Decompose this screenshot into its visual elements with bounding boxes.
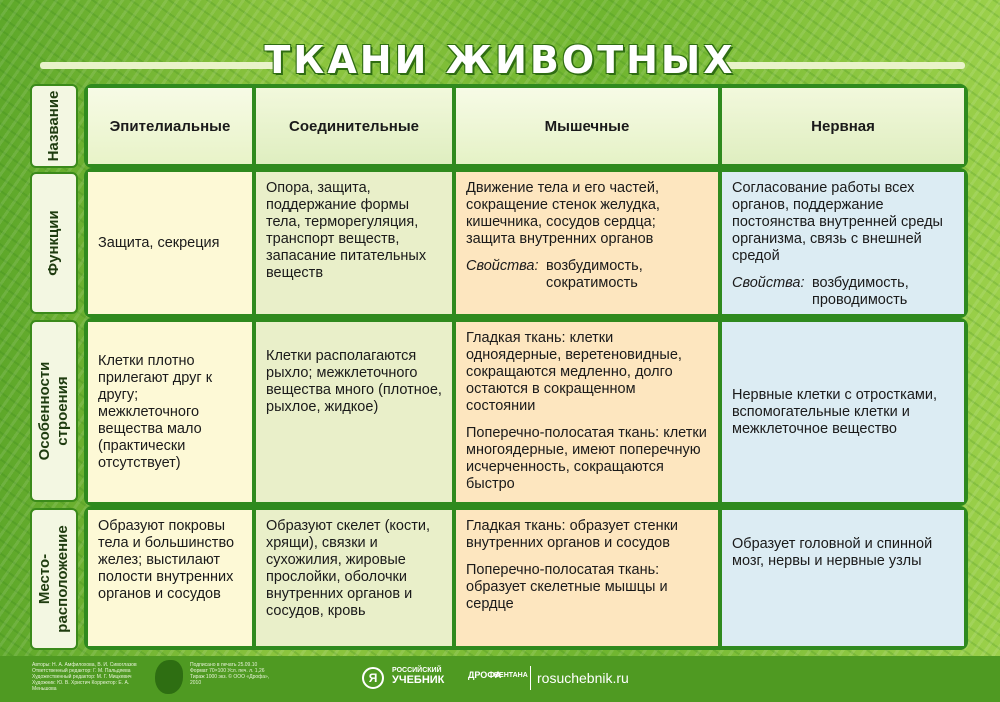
properties-label: Свойства: bbox=[466, 258, 539, 274]
functions-nervous-properties bbox=[732, 275, 954, 309]
row-header-location-line1: Место- bbox=[36, 553, 53, 605]
location-muscle bbox=[456, 510, 718, 646]
functions-nervous-text: Согласование работы всех органов, поддержание постоянства внутренней среды организма, связь с внешней средой bbox=[732, 180, 943, 264]
structure-muscle bbox=[456, 322, 718, 502]
properties-value: возбудимость, сократимость bbox=[546, 258, 643, 291]
publisher-drofa: ДРОФА bbox=[468, 670, 502, 680]
structure-nervous bbox=[722, 322, 964, 502]
footer-separator bbox=[530, 666, 531, 690]
row-header-structure-line1: Особенности bbox=[36, 361, 53, 461]
row-header-location bbox=[30, 508, 78, 650]
row-header-functions bbox=[30, 172, 78, 314]
location-muscle-smooth: Гладкая ткань: образует стенки внутренних органов и сосудов bbox=[466, 518, 679, 551]
leaf-icon bbox=[155, 660, 183, 694]
functions-muscle-properties bbox=[466, 258, 708, 292]
functions-epithelial-text: Защита, секреция bbox=[98, 234, 220, 251]
functions-connective: Опора, защита, поддержание формы тела, терморегуляция, транспорт веществ, запасание питательных веществ bbox=[256, 172, 452, 314]
brand-logo-icon: Я bbox=[362, 667, 384, 689]
footer-credits: Авторы: Н. А. Амфилохова, В. И. Сивоглазов Ответственный редактор: Г. М. Пальдяева Художественный редактор: М. Г. Мицкевич Художник: Ю. В. Христич Корректор: Е. А. Меньшова bbox=[32, 662, 137, 692]
structure-connective bbox=[256, 322, 452, 502]
functions-muscle-text: Движение тела и его частей, сокращение стенок желудка, кишечника, сосудов сердца; защита внутренних органов bbox=[466, 180, 660, 247]
brand-name-line2: УЧЕБНИК bbox=[392, 674, 445, 686]
website-link[interactable]: rosuchebnik.ru bbox=[537, 670, 629, 686]
row-header-name-label: Название bbox=[45, 90, 62, 162]
properties-value: возбудимость, проводимость bbox=[812, 275, 909, 308]
location-nervous bbox=[722, 510, 964, 646]
row-header-location-line2: расположение bbox=[54, 525, 71, 633]
row-header-structure-label bbox=[36, 362, 72, 461]
brand-name-line1: РОССИЙСКИЙ bbox=[392, 667, 442, 674]
column-header-nervous: Нервная bbox=[722, 88, 964, 164]
structure-muscle-smooth: Гладкая ткань: клетки одноядерные, веретеновидные, сокращаются медленно, долго остаются в сокращенном состоянии bbox=[466, 330, 682, 414]
structure-muscle-striated: Поперечно-полосатая ткань: клетки многоядерные, имеют поперечную исчерченность, сокращаются быстро bbox=[466, 425, 707, 492]
location-muscle-striated: Поперечно-полосатая ткань: образует скелетные мышцы и сердце bbox=[466, 562, 668, 612]
row-header-location-label bbox=[36, 525, 72, 632]
brand-name bbox=[392, 666, 444, 686]
column-header-muscle: Мышечные bbox=[456, 88, 718, 164]
location-epithelial: Образуют покровы тела и большинство желез; выстилают полости внутренних органов и сосудов bbox=[88, 510, 252, 646]
structure-epithelial bbox=[88, 322, 252, 502]
row-header-name bbox=[30, 84, 78, 168]
publisher-ventana: ВЕНТАНА bbox=[494, 672, 528, 679]
location-connective: Образуют скелет (кости, хрящи), связки и сухожилия, жировые прослойки, оболочки внутренних органов и сосудов, кровь bbox=[256, 510, 452, 646]
properties-label: Свойства: bbox=[732, 275, 805, 291]
footer-print-info: Подписано в печать 25.09.10 Формат 70×100 Усл. печ. л. 1,26 Тираж 1000 экз. © ООО «Дрофа», 2010 bbox=[190, 662, 270, 686]
tissue-table bbox=[30, 84, 968, 650]
structure-nervous-text: Нервные клетки с отростками, вспомогательные клетки и межклеточное вещество bbox=[732, 386, 937, 437]
location-nervous-text: Образует головной и спинной мозг, нервы и нервные узлы bbox=[732, 536, 933, 569]
column-header-connective: Соединительные bbox=[256, 88, 452, 164]
functions-nervous bbox=[722, 172, 964, 314]
row-header-structure-line2: строения bbox=[54, 376, 71, 446]
functions-muscle bbox=[456, 172, 718, 314]
row-header-functions-label: Функции bbox=[45, 210, 62, 276]
functions-epithelial bbox=[88, 172, 252, 314]
structure-connective-text: Клетки располагаются рыхло; межклеточного вещества много (плотное, рыхлое, жидкое) bbox=[266, 348, 442, 415]
structure-epithelial-text: Клетки плотно прилегают друг к другу; межклеточного вещества мало (практически отсутствует) bbox=[98, 352, 213, 471]
row-header-structure bbox=[30, 320, 78, 502]
page-title: ТКАНИ ЖИВОТНЫХ bbox=[264, 38, 736, 82]
column-header-epithelial: Эпителиальные bbox=[88, 88, 252, 164]
